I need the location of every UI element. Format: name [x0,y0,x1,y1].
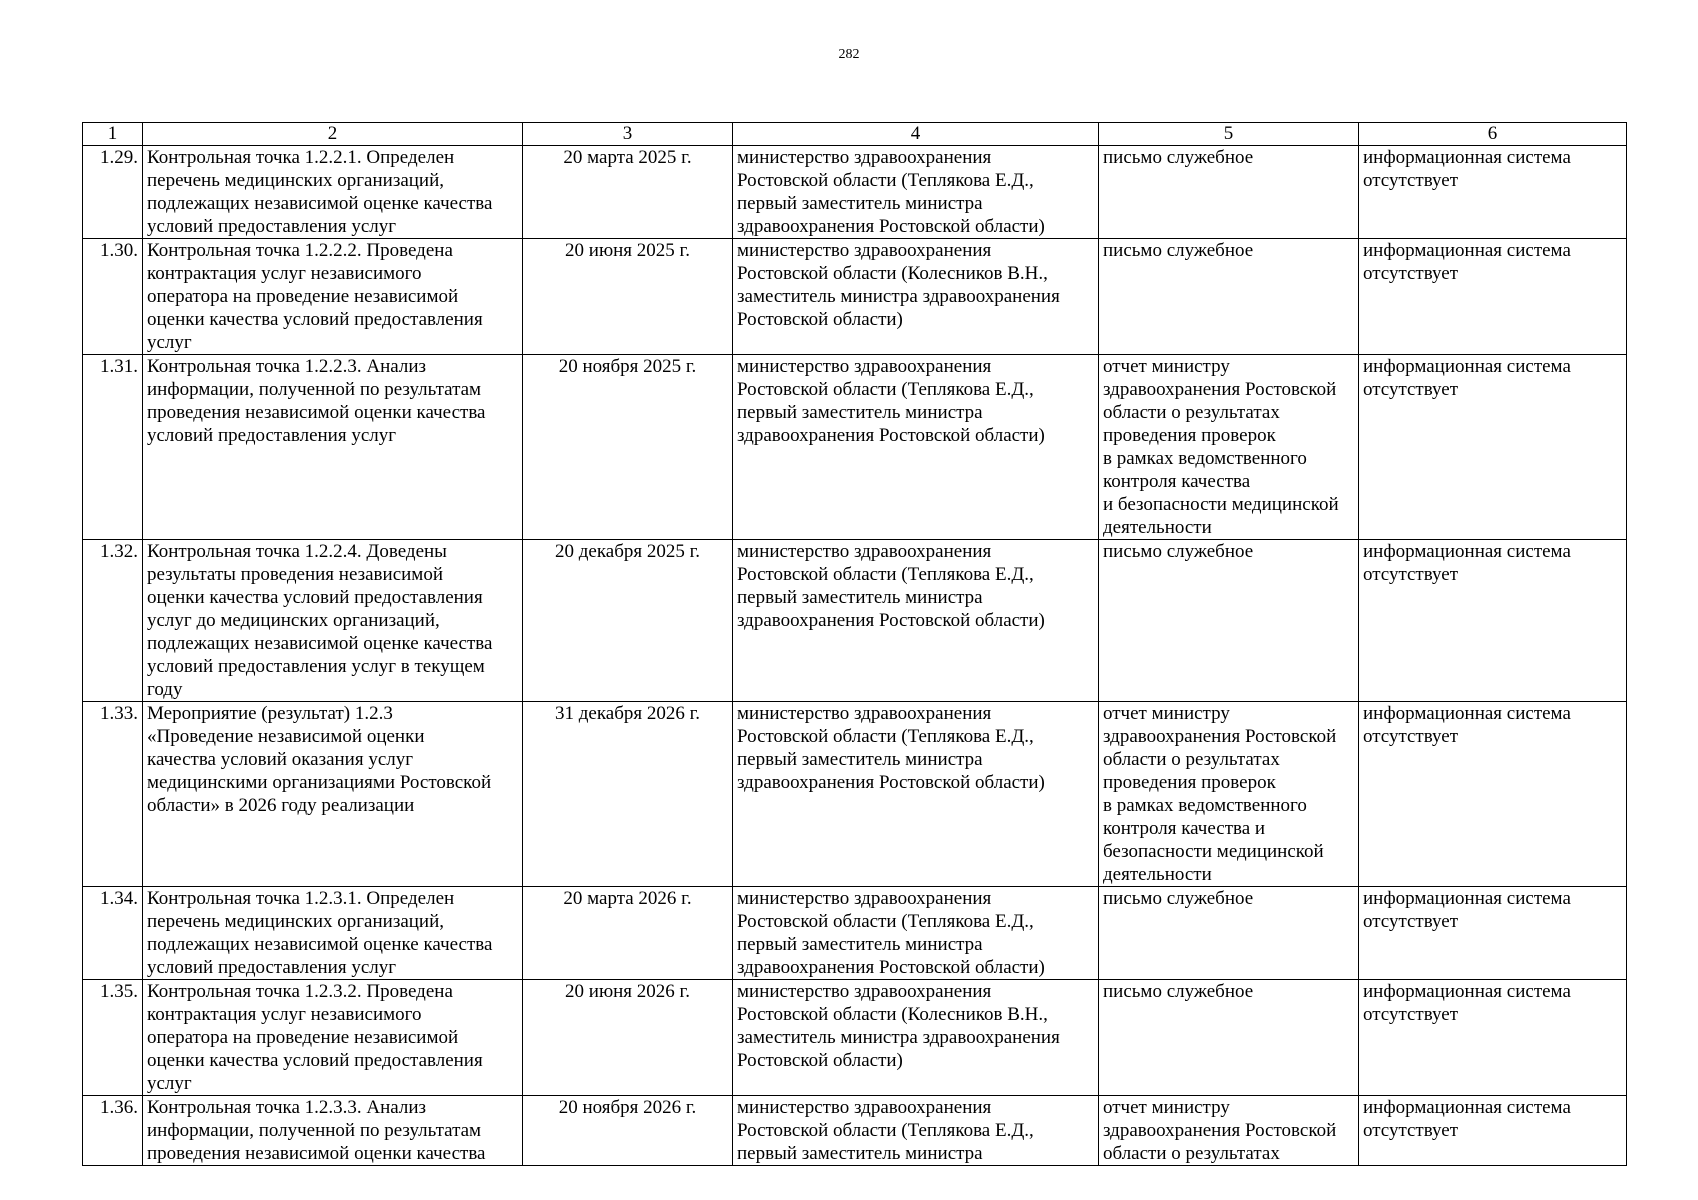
event-text: Контрольная точка 1.2.2.3. Анализ информации, полученной по результатам проведения независимой оценки качества условий предоставления услуг [147,356,486,446]
event-text: Контрольная точка 1.2.2.2. Проведена контрактация услуг независимого оператора на проведение независимой оценки качества условий предоставления услуг [147,240,483,353]
document-text: письмо служебное [1103,541,1254,562]
system-text: информационная система отсутствует [1363,240,1571,284]
responsible-text: министерство здравоохранения Ростовской области (Теплякова Е.Д., первый заместитель министра здравоохранения Ростовской области) [737,356,1045,446]
system-text: информационная система отсутствует [1363,888,1571,932]
row-number: 1.35. [83,980,143,1096]
document-cell [1099,980,1359,1096]
column-number-row [83,123,1627,146]
row-number: 1.31. [83,355,143,540]
row-number: 1.34. [83,887,143,980]
system-cell [1359,355,1627,540]
system-text: информационная система отсутствует [1363,541,1571,585]
system-cell [1359,702,1627,887]
event-cell [143,887,523,980]
document-text: письмо служебное [1103,888,1254,909]
responsible-cell [733,146,1099,239]
responsible-cell [733,1096,1099,1166]
system-cell [1359,239,1627,355]
system-text: информационная система отсутствует [1363,1097,1571,1141]
event-cell [143,355,523,540]
date-cell: 20 марта 2026 г. [523,887,733,980]
system-text: информационная система отсутствует [1363,981,1571,1025]
event-text: Контрольная точка 1.2.2.1. Определен перечень медицинских организаций, подлежащих независимой оценке качества условий предоставления услуг [147,147,493,237]
column-number: 2 [143,123,523,146]
system-cell [1359,1096,1627,1166]
system-cell [1359,980,1627,1096]
responsible-text: министерство здравоохранения Ростовской области (Колесников В.Н., заместитель министра здравоохранения Ростовской области) [737,240,1060,330]
event-text: Контрольная точка 1.2.3.3. Анализ информации, полученной по результатам проведения независимой оценки качества [147,1097,486,1164]
plan-table [82,122,1627,1166]
event-cell [143,239,523,355]
event-text: Контрольная точка 1.2.2.4. Доведены результаты проведения независимой оценки качества условий предоставления услуг до медицинских организаций, подлежащих независимой оценке качества условий предоставления услуг в текущем году [147,541,493,700]
system-cell [1359,540,1627,702]
document-cell [1099,1096,1359,1166]
row-number: 1.30. [83,239,143,355]
column-number: 1 [83,123,143,146]
event-cell [143,540,523,702]
event-text: Контрольная точка 1.2.3.2. Проведена контрактация услуг независимого оператора на проведение независимой оценки качества условий предоставления услуг [147,981,483,1094]
event-cell [143,980,523,1096]
table-row [83,540,1627,702]
event-text: Мероприятие (результат) 1.2.3 «Проведение независимой оценки качества условий оказания услуг медицинскими организациями Ростовской области» в 2026 году реализации [147,703,492,816]
document-cell [1099,887,1359,980]
responsible-text: министерство здравоохранения Ростовской области (Теплякова Е.Д., первый заместитель министра здравоохранения Ростовской области) [737,541,1045,631]
system-cell [1359,146,1627,239]
event-cell [143,1096,523,1166]
system-text: информационная система отсутствует [1363,356,1571,400]
column-number: 5 [1099,123,1359,146]
responsible-text: министерство здравоохранения Ростовской области (Теплякова Е.Д., первый заместитель министра здравоохранения Ростовской области) [737,888,1045,978]
column-number: 4 [733,123,1099,146]
date-cell: 20 марта 2025 г. [523,146,733,239]
document-text: письмо служебное [1103,240,1254,261]
system-cell [1359,887,1627,980]
table-row [83,980,1627,1096]
table-row [83,355,1627,540]
document-cell [1099,146,1359,239]
row-number: 1.36. [83,1096,143,1166]
table-row [83,146,1627,239]
document-cell [1099,540,1359,702]
responsible-text: министерство здравоохранения Ростовской области (Теплякова Е.Д., первый заместитель министра [737,1097,1034,1164]
responsible-cell [733,887,1099,980]
responsible-cell [733,980,1099,1096]
document-cell [1099,702,1359,887]
row-number: 1.32. [83,540,143,702]
responsible-cell [733,702,1099,887]
date-cell: 20 декабря 2025 г. [523,540,733,702]
column-number: 3 [523,123,733,146]
document-text: письмо служебное [1103,147,1254,168]
system-text: информационная система отсутствует [1363,147,1571,191]
row-number: 1.33. [83,702,143,887]
table-row [83,1096,1627,1166]
responsible-text: министерство здравоохранения Ростовской области (Колесников В.Н., заместитель министра здравоохранения Ростовской области) [737,981,1060,1071]
responsible-text: министерство здравоохранения Ростовской области (Теплякова Е.Д., первый заместитель министра здравоохранения Ростовской области) [737,147,1045,237]
event-text: Контрольная точка 1.2.3.1. Определен перечень медицинских организаций, подлежащих независимой оценке качества условий предоставления услуг [147,888,493,978]
responsible-cell [733,239,1099,355]
event-cell [143,702,523,887]
document-text: письмо служебное [1103,981,1254,1002]
document-cell [1099,239,1359,355]
responsible-text: министерство здравоохранения Ростовской области (Теплякова Е.Д., первый заместитель министра здравоохранения Ростовской области) [737,703,1045,793]
table-row [83,239,1627,355]
table-row [83,702,1627,887]
table-row [83,887,1627,980]
event-cell [143,146,523,239]
date-cell: 20 июня 2026 г. [523,980,733,1096]
system-text: информационная система отсутствует [1363,703,1571,747]
date-cell: 20 ноября 2026 г. [523,1096,733,1166]
document-text: отчет министру здравоохранения Ростовской области о результатах проведения проверок в рамках ведомственного контроля качества и безопасности медицинской деятельности [1103,356,1339,538]
date-cell: 20 ноября 2025 г. [523,355,733,540]
column-number: 6 [1359,123,1627,146]
document-cell [1099,355,1359,540]
document-text: отчет министру здравоохранения Ростовской области о результатах проведения проверок в рамках ведомственного контроля качества и безопасности медицинской деятельности [1103,703,1337,885]
responsible-cell [733,540,1099,702]
page-number: 282 [838,47,860,62]
row-number: 1.29. [83,146,143,239]
responsible-cell [733,355,1099,540]
date-cell: 31 декабря 2026 г. [523,702,733,887]
date-cell: 20 июня 2025 г. [523,239,733,355]
document-text: отчет министру здравоохранения Ростовской области о результатах [1103,1097,1337,1164]
